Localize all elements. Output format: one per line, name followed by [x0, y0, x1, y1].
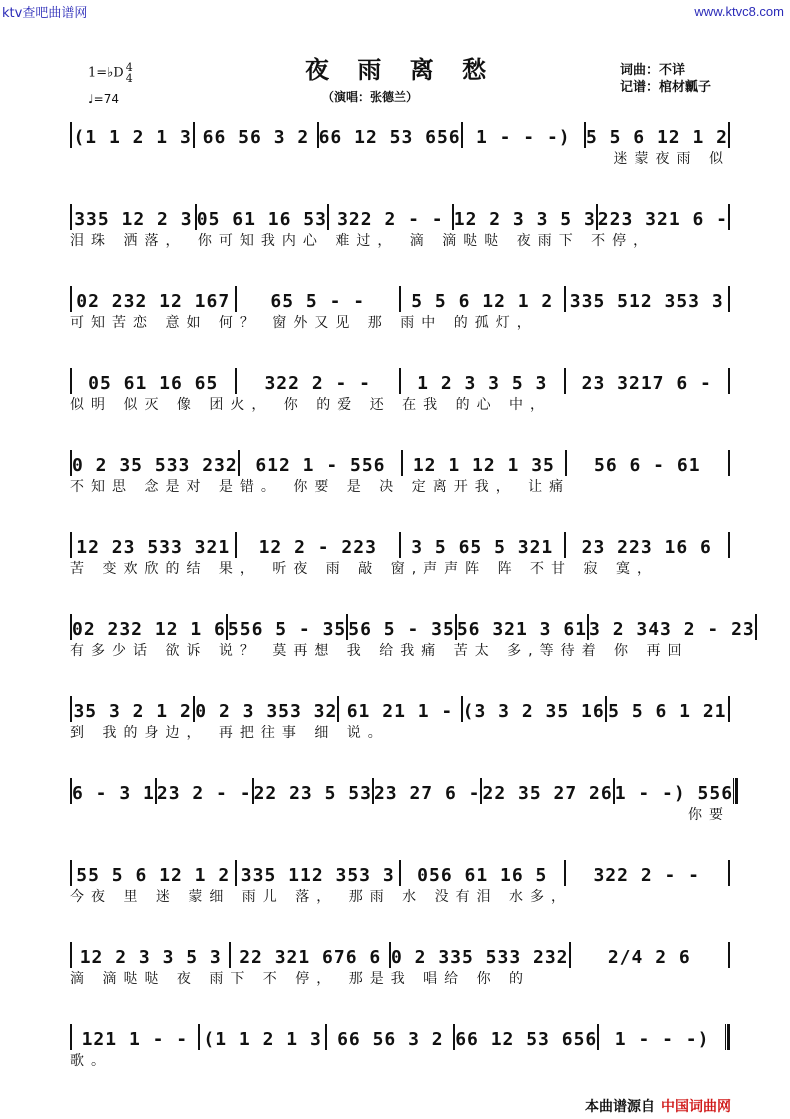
measure: 3 5 65 5 321 [411, 537, 554, 558]
score-line [70, 856, 730, 908]
score-line [70, 692, 730, 744]
measure: 02 232 12 1 6 [72, 619, 226, 640]
measure: 0 2 35 533 232 [72, 455, 238, 476]
measure: 0 2 335 533 232 [390, 947, 569, 968]
notation-row [70, 446, 730, 476]
notation-row [70, 938, 730, 968]
measure: 335 12 2 3 [74, 209, 193, 230]
measure: 66 12 53 656 [318, 127, 461, 148]
score-line [70, 282, 730, 334]
lyrics-row: 泪珠 洒落， 你可知我内心 难过， 滴 滴哒哒 夜雨下 不停， [70, 233, 655, 249]
time-top: 4 [125, 61, 133, 74]
lyrics-row: 似明 似灭 像 团火， 你 的爱 还 在我 的心 中， [70, 397, 552, 413]
measure: (1 1 2 1 3 [203, 1029, 322, 1050]
measure: 1 - -) 556 [614, 783, 734, 804]
notation-row [70, 200, 730, 230]
site-watermark-left: ktv查吧曲谱网 [2, 6, 88, 21]
lyrics-row: 可知苦恋 意如 何？ 窗外又见 那 雨中 的孤灯， [70, 315, 538, 331]
bar-line [728, 122, 730, 148]
measure: 22 321 676 6 [239, 947, 382, 968]
measure: (1 1 2 1 3 [73, 127, 192, 148]
bar-line [728, 204, 730, 230]
lyrics-row: 你要 [688, 807, 730, 823]
measure: 12 2 3 3 5 3 [79, 947, 222, 968]
bar-line [728, 696, 730, 722]
measure: 12 1 12 1 35 [412, 455, 555, 476]
score-line [70, 774, 734, 826]
measure: 22 35 27 26 [482, 783, 613, 804]
notation-row [70, 118, 730, 148]
measure: 02 232 12 167 [76, 291, 231, 312]
bar-line [728, 942, 730, 968]
bar-line [728, 368, 730, 394]
measure: 322 2 - - [593, 865, 701, 886]
measure: 3 2 343 2 - 23 [589, 619, 755, 640]
measure: 66 12 53 656 [455, 1029, 598, 1050]
score-line [70, 938, 730, 990]
measure: 23 3217 6 - [581, 373, 712, 394]
footer-brand: 中国词曲网 [661, 1099, 731, 1115]
bar-line [728, 532, 730, 558]
footer-prefix: 本曲谱源自 [585, 1099, 655, 1115]
measure: 56 5 - 35 [348, 619, 455, 640]
measure: 66 56 3 2 [202, 127, 310, 148]
notation-row [70, 1020, 730, 1050]
score-line [70, 528, 730, 580]
measure: 322 2 - - [264, 373, 372, 394]
composer-credit: 词曲：不详 [620, 63, 686, 78]
measure: 335 112 353 3 [240, 865, 395, 886]
measure: 556 5 - 35 [227, 619, 347, 640]
score-line [70, 446, 730, 498]
measure: 6 - 3 1 [72, 783, 155, 804]
score-line [70, 200, 730, 252]
lyrics-row: 不知思 念是对 是错。 你要 是 决 定离开我， 让痛 [70, 479, 571, 495]
measure: 23 2 - - [156, 783, 252, 804]
measure: 56 321 3 61 [456, 619, 588, 640]
bar-line [733, 778, 738, 804]
measure: 223 321 6 - [597, 209, 729, 230]
notation-row [70, 610, 755, 640]
time-bottom: 4 [125, 72, 133, 85]
notation-row [70, 692, 730, 722]
measure: 1 - - -) [475, 127, 571, 148]
notation-row [70, 364, 730, 394]
measure: 12 2 - 223 [258, 537, 377, 558]
measure: 1 2 3 3 5 3 [417, 373, 548, 394]
measure: 05 61 16 53 [196, 209, 327, 230]
notation-row [70, 282, 730, 312]
measure: 23 223 16 6 [581, 537, 712, 558]
measure: 322 2 - - [337, 209, 444, 230]
measure: 056 61 16 5 [417, 865, 548, 886]
credits [620, 62, 711, 96]
measure: 612 1 - 556 [255, 455, 386, 476]
measure: 55 5 6 12 1 2 [76, 865, 231, 886]
source-footer [585, 1096, 731, 1116]
measure: 66 56 3 2 [337, 1029, 444, 1050]
measure: 65 5 - - [270, 291, 366, 312]
lyrics-row: 有多少话 欲诉 说？ 莫再想 我 给我痛 苦太 多,等待着 你 再回 [70, 643, 689, 659]
measure: (3 3 2 35 16 [462, 701, 605, 722]
measure: 56 6 - 61 [594, 455, 701, 476]
notation-row [70, 528, 730, 558]
measure: 61 21 1 - [346, 701, 454, 722]
measure: 5 5 6 1 21 [608, 701, 727, 722]
score-line [70, 1020, 730, 1072]
measure: 05 61 16 65 [88, 373, 219, 394]
song-title: 夜 雨 离 愁 [305, 55, 497, 84]
key-signature [88, 62, 133, 84]
bar-line [728, 860, 730, 886]
score-line [70, 118, 730, 170]
lyrics-row: 苦 变欢欣的结 果， 听夜 雨 敲 窗,声声阵 阵 不甘 寂 寞， [70, 561, 658, 577]
measure: 0 2 3 353 32 [195, 701, 338, 722]
lyrics-row: 迷蒙夜雨 似 [613, 151, 730, 167]
score-line [70, 364, 730, 416]
lyrics-row: 到 我的身边， 再把往事 细 说。 [70, 725, 389, 741]
lyrics-row: 滴 滴哒哒 夜 雨下 不 停， 那是我 唱给 你 的 [70, 971, 531, 987]
bar-line [725, 1024, 730, 1050]
transcriber-credit: 记谱：棺材瓤子 [620, 80, 712, 95]
measure: 35 3 2 1 2 [73, 701, 192, 722]
tempo-marking: ♩=74 [88, 92, 119, 106]
measure: 12 23 533 321 [76, 537, 231, 558]
notation-row [70, 774, 734, 804]
measure: 5 5 6 12 1 2 [585, 127, 728, 148]
site-watermark-right: www.ktvc8.com [694, 4, 784, 19]
bar-line [728, 450, 730, 476]
bar-line [728, 286, 730, 312]
lyrics-row: 歌。 [70, 1053, 112, 1069]
lyrics-row: 今夜 里 迷 蒙细 雨儿 落， 那雨 水 没有泪 水多， [70, 889, 573, 905]
measure: 23 27 6 - [373, 783, 481, 804]
time-signature [126, 62, 133, 84]
measure: 2/4 2 6 [607, 947, 691, 968]
measure: 121 1 - - [81, 1029, 189, 1050]
bar-line [755, 614, 757, 640]
measure: 22 23 5 53 [253, 783, 372, 804]
measure: 12 2 3 3 5 3 [453, 209, 596, 230]
key-label: 1=♭D [88, 65, 124, 81]
measure: 5 5 6 12 1 2 [411, 291, 554, 312]
notation-row [70, 856, 730, 886]
performer: （演唱：张德兰） [322, 90, 419, 104]
measure: 335 512 353 3 [569, 291, 724, 312]
score-line [70, 610, 755, 662]
measure: 1 - - -) [614, 1029, 710, 1050]
